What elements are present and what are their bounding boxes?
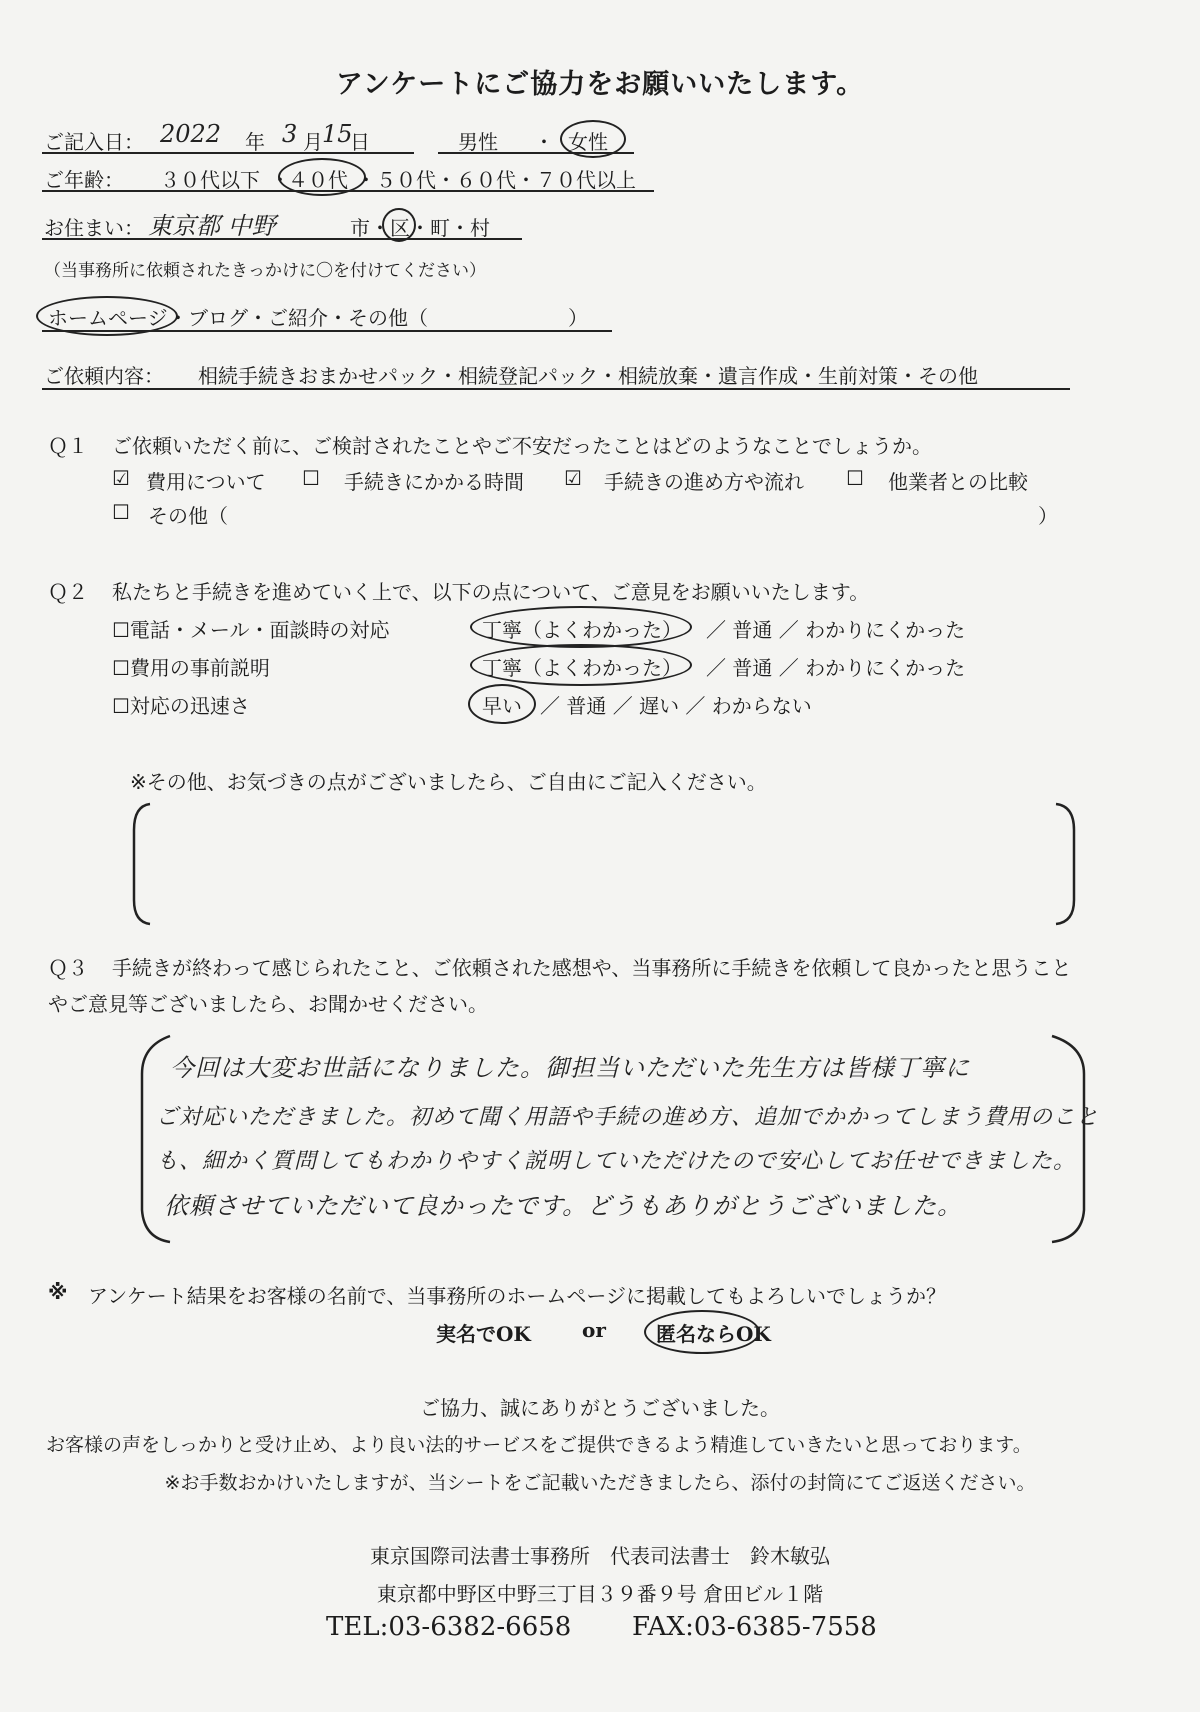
trigger-instruction: （当事務所に依頼されたきっかけに〇を付けてください） (44, 261, 486, 281)
page-title: アンケートにご協力をお願いいたします。 (335, 69, 865, 100)
age-underline (42, 190, 654, 192)
q3-answer-line1: 今回は大変お世話になりました。御担当いただいた先生方は皆様丁寧に (170, 1054, 970, 1082)
q3-answer-line3: も、細かく質問してもわかりやすく説明していただけたので安心してお任せできました。 (156, 1149, 1077, 1174)
q1-checkbox-time[interactable]: ☐ (302, 466, 320, 490)
office-address: 東京都中野区中野三丁目３９番９号 倉田ビル１階 (376, 1582, 824, 1606)
q2-row-contact-rest: ／ 普通 ／ わかりにくかった (706, 618, 966, 642)
date-underline (42, 152, 414, 154)
q1-checkbox-other[interactable]: ☐ (112, 500, 130, 524)
request-label: ご依頼内容： (44, 364, 164, 388)
q3-answer-bracket-right (1052, 1036, 1084, 1242)
request-underline (42, 388, 1070, 390)
q2-free-bracket-right (1056, 804, 1074, 924)
q2-number: Ｑ２ (48, 580, 88, 604)
gender-separator: ・ (534, 130, 554, 154)
q3-answer-line4: 依頼させていただいて良かったです。どうもありがとうございました。 (164, 1192, 963, 1220)
closing-thanks: ご協力、誠にありがとうございました。 (420, 1396, 780, 1420)
age-option-30: ３０代以下 (160, 168, 260, 192)
publish-anon-circle (644, 1310, 760, 1354)
q3-number: Ｑ３ (48, 956, 88, 980)
month-unit: 月 (303, 130, 323, 154)
gender-underline (438, 152, 634, 154)
trigger-options: ・ブログ・ご紹介・その他（ ） (168, 306, 588, 330)
closing-return-note: ※お手数おかけいたしますが、当シートをご記載いただきましたら、添付の封筒にてご返送ください。 (164, 1472, 1036, 1494)
q2-row-cost-circle (470, 644, 692, 686)
q1-number: Ｑ１ (48, 434, 88, 458)
age-option-40: ４０代 (288, 168, 348, 192)
q1-question: ご依頼いただく前に、ご検討されたことやご不安だったことはどのようなことでしょうか。 (112, 434, 932, 458)
publish-question: アンケート結果をお客様の名前で、当事務所のホームページに掲載してもよろしいでしょうか？ (88, 1284, 946, 1308)
year-value: 2022 (160, 120, 222, 148)
trigger-selected: ホームページ (48, 306, 168, 330)
q2-row-speed-choice: 早い (482, 694, 522, 718)
age-option-rest: ・５０代・６０代・７０代以上 (356, 168, 636, 192)
publish-mark: ※ (48, 1280, 68, 1304)
q1-option-compare: 他業者との比較 (888, 470, 1028, 494)
address-ku-circle (382, 208, 416, 242)
address-value: 東京都 中野 (148, 212, 276, 240)
publish-option-anon: 匿名ならOK (656, 1322, 771, 1346)
office-fax: FAX:03-6385-7558 (632, 1612, 877, 1642)
q2-row-contact-choice: 丁寧（よくわかった） (482, 618, 682, 642)
q2-question: 私たちと手続きを進めていく上で、以下の点について、ご意見をお願いいたします。 (112, 580, 870, 604)
q1-option-other: その他（ (148, 504, 228, 528)
q2-row-speed-item: ☐対応の迅速さ (112, 694, 250, 718)
q2-row-cost-rest: ／ 普通 ／ わかりにくかった (706, 656, 966, 680)
day-value: 15 (322, 120, 353, 148)
q2-row-speed-rest: ／ 普通 ／ 遅い ／ わからない (540, 694, 812, 718)
publish-option-real: 実名でOK (436, 1322, 531, 1346)
closing-message: お客様の声をしっかりと受け止め、より良い法的サービスをご提供できるよう精進していきたいと思っております。 (46, 1434, 1032, 1456)
gender-female: 女性 (568, 130, 608, 154)
q1-checkbox-compare[interactable]: ☐ (846, 466, 864, 490)
q1-checkbox-process[interactable]: ☑ (564, 466, 582, 490)
date-label: ご記入日： (44, 130, 144, 154)
q1-other-close: ） (1038, 504, 1058, 528)
q2-row-cost-item: ☐費用の事前説明 (112, 656, 270, 680)
month-value: 3 (282, 120, 298, 148)
q2-row-contact-circle (470, 606, 692, 648)
office-tel: TEL:03-6382-6658 (326, 1612, 572, 1642)
q1-checkbox-cost[interactable]: ☑ (112, 466, 130, 490)
q2-row-speed-circle (468, 684, 536, 724)
trigger-underline (42, 330, 612, 332)
office-name: 東京国際司法書士事務所 代表司法書士 鈴木敏弘 (370, 1544, 830, 1568)
q1-option-cost: 費用について (146, 470, 266, 494)
q2-free-label: ※その他、お気づきの点がございましたら、ご自由にご記入ください。 (130, 770, 767, 794)
q3-answer-line2: ご対応いただきました。初めて聞く用語や手続の進め方、追加でかかってしまう費用のこと (156, 1105, 1100, 1130)
address-label: お住まい： (44, 216, 144, 240)
publish-option-or: or (582, 1318, 606, 1342)
q3-question-line2: やご意見等ございましたら、お聞かせください。 (48, 992, 488, 1016)
request-options: 相続手続きおまかせパック・相続登記パック・相続放棄・遺言作成・生前対策・その他 (198, 364, 978, 388)
q2-row-contact-item: ☐電話・メール・面談時の対応 (112, 618, 390, 642)
q2-free-bracket-left (134, 804, 150, 924)
q3-question-line1: 手続きが終わって感じられたこと、ご依頼された感想や、当事務所に手続きを依頼して良かったと思うこと (112, 956, 1072, 980)
address-underline (42, 238, 522, 240)
day-unit: 日 (350, 130, 370, 154)
year-unit: 年 (245, 130, 265, 154)
age-sep: ・ (270, 168, 290, 192)
q1-option-time: 手続きにかかる時間 (344, 470, 524, 494)
q2-row-cost-choice: 丁寧（よくわかった） (482, 656, 682, 680)
address-units: 市・区・町・村 (350, 216, 490, 240)
gender-male: 男性 (458, 130, 498, 154)
age-label: ご年齢： (44, 168, 124, 192)
q1-option-process: 手続きの進め方や流れ (604, 470, 804, 494)
